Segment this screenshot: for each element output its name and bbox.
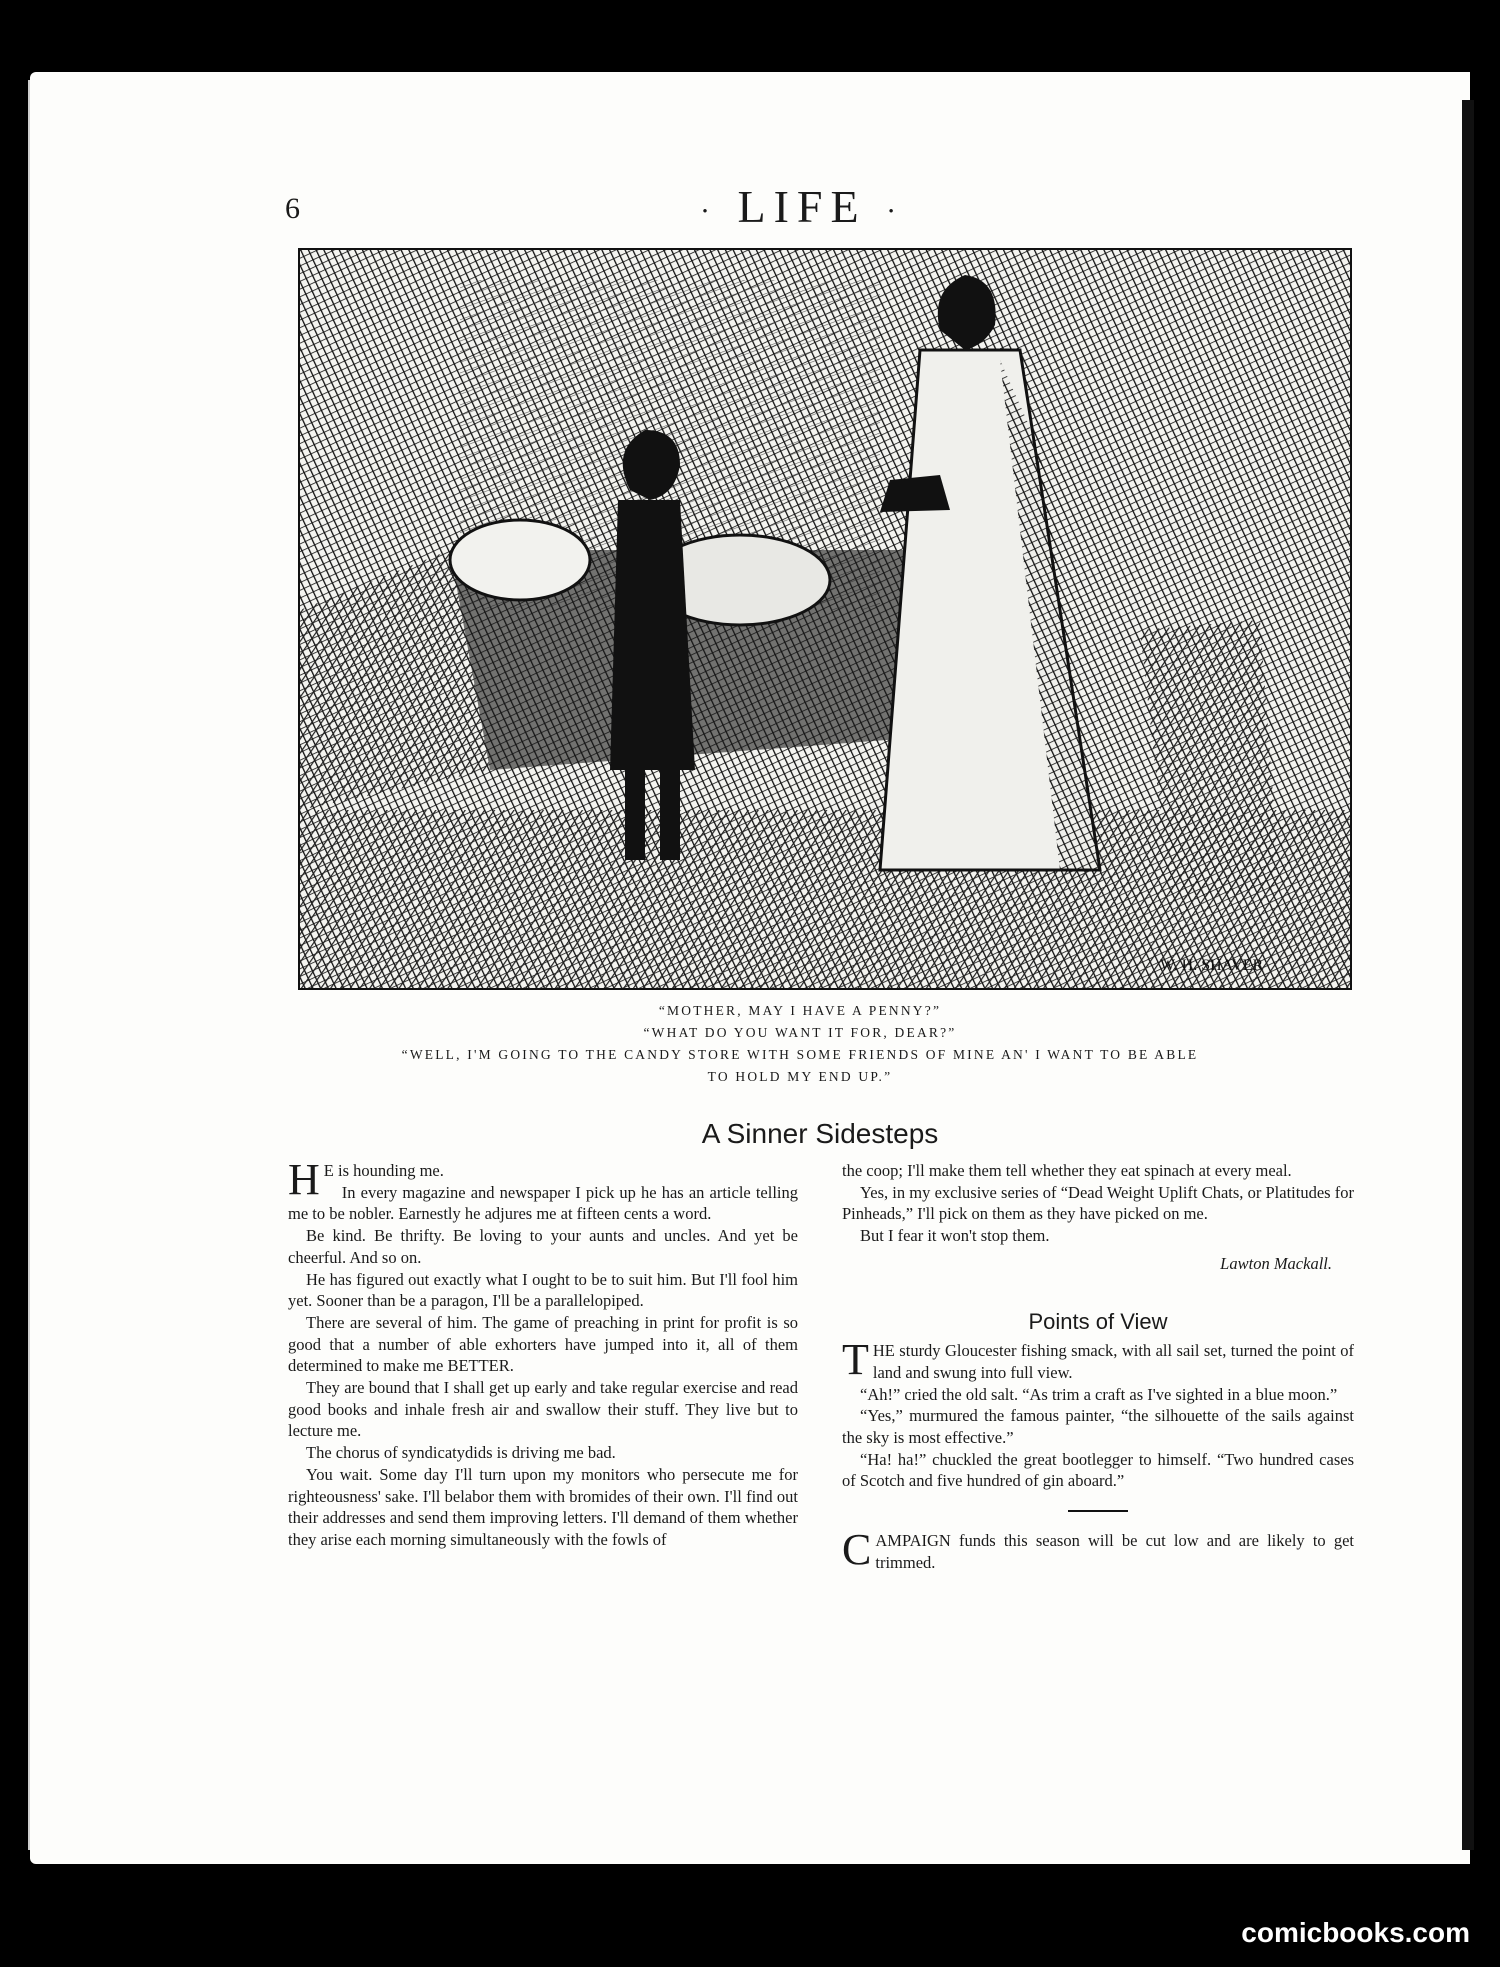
boy-body — [610, 500, 695, 770]
article-paragraph: You wait. Some day I'll turn upon my monitors who persecute me for righteousness' sake. I'll belabor them with bromides of their own. I'll find out their addresses and send them improving letters. I'll demand of them whether they arise each morning simultaneously with the fowls of — [288, 1464, 798, 1549]
author-signature: Lawton Mackall. — [1220, 1253, 1332, 1273]
site-watermark: comicbooks.com — [1241, 1917, 1470, 1948]
campaign-text: AMPAIGN funds this season will be cut low and are likely to get trimmed. — [875, 1531, 1354, 1572]
section-divider — [1068, 1510, 1128, 1512]
pov-first-paragraph: HE sturdy Gloucester fishing smack, with all sail set, turned the point of land and swung into full view. — [872, 1341, 1354, 1382]
campaign-paragraph — [842, 1525, 1354, 1575]
article-paragraph: Yes, in my exclusive series of “Dead Weight Uplift Chats, or Platitudes for Pinheads,” I'll pick on them as they have picked on me. — [842, 1182, 1354, 1224]
article-column-left — [288, 1155, 798, 1551]
caption-line: “WHAT DO YOU WANT IT FOR, DEAR?” — [643, 1025, 957, 1040]
article-paragraph: There are several of him. The game of preaching in print for profit is so good that a number of able exhorters have jumped into it, all of them determined to make me BETTER. — [288, 1312, 798, 1376]
masthead-dot-right: · — [886, 194, 905, 228]
mother-purse — [880, 475, 950, 512]
caption-line: “MOTHER, MAY I HAVE A PENNY?” — [658, 1003, 942, 1018]
boy-leg-left — [625, 770, 645, 860]
drop-cap: T — [842, 1335, 869, 1385]
article-paragraph: The chorus of syndicatydids is driving me bad. — [306, 1443, 616, 1463]
boy-leg-right — [660, 770, 680, 860]
cartoon-caption — [350, 1000, 1250, 1088]
article-paragraph: In every magazine and newspaper I pick up he has an article telling me to be nobler. Earnestly he adjures me at fifteen cents a word. — [288, 1182, 798, 1224]
article-paragraph: Be kind. Be thrifty. Be loving to your aunts and uncles. And yet be cheerful. And so on. — [288, 1226, 798, 1267]
article-title: A Sinner Sidesteps — [701, 1118, 939, 1149]
points-of-view-title: Points of View — [1028, 1308, 1168, 1334]
drop-cap: H — [288, 1155, 320, 1204]
pov-paragraph: “Yes,” murmured the famous painter, “the silhouette of the sails against the sky is most effective.” — [842, 1406, 1354, 1448]
article-paragraph: But I fear it won't stop them. — [860, 1226, 1050, 1246]
page-number: 6 — [285, 192, 300, 225]
article-first-line: E is hounding me. — [323, 1161, 444, 1180]
article-paragraph: He has figured out exactly what I ought to be to suit him. But I'll fool him yet. Sooner than be a paragon, I'll be a parallelopiped. — [288, 1269, 798, 1311]
masthead — [700, 180, 904, 233]
cushion-left — [450, 520, 590, 600]
book-spine — [1462, 100, 1474, 1850]
artist-signature: W. H. SHAVER — [1160, 957, 1264, 974]
pov-paragraph — [842, 1335, 1354, 1385]
caption-line: “WELL, I'M GOING TO THE CANDY STORE WITH SOME FRIENDS OF MINE AN' I WANT TO BE ABLE — [401, 1047, 1199, 1062]
masthead-dot-left: · — [700, 194, 718, 228]
cartoon-drawing — [300, 250, 1350, 988]
article-paragraph: the coop; I'll make them tell whether they eat spinach at every meal. — [842, 1161, 1292, 1180]
masthead-title: LIFE — [737, 181, 867, 232]
pov-paragraph: “Ah!” cried the old salt. “As trim a craft as I've sighted in a blue moon.” — [860, 1384, 1338, 1404]
pov-paragraph: “Ha! ha!” chuckled the great bootlegger to himself. “Two hundred cases of Scotch and five hundred of gin aboard.” — [842, 1449, 1354, 1491]
caption-line: TO HOLD MY END UP.” — [707, 1069, 893, 1084]
article-paragraph: They are bound that I shall get up early and take regular exercise and read good books and inhale fresh air and swallow their stuff. They live but to lecture me. — [288, 1378, 798, 1441]
article-column-right — [842, 1160, 1354, 1574]
cartoon-illustration — [298, 248, 1352, 990]
drop-cap: C — [842, 1525, 872, 1575]
